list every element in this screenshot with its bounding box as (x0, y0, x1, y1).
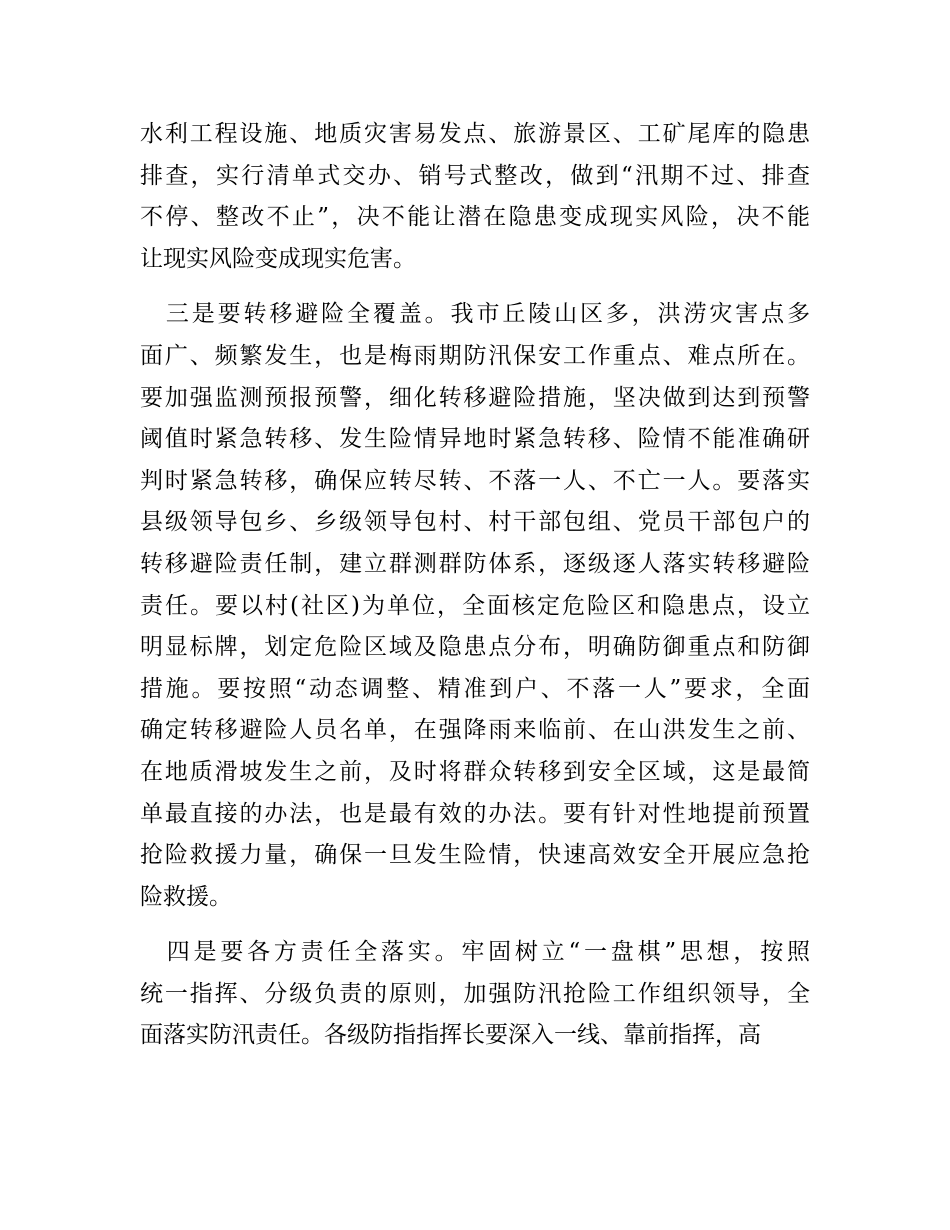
paragraph-line: 明显标牌，划定危险区域及隐患点分布，明确防御重点和防御 (140, 634, 810, 661)
paragraph-line: 险救援。 (140, 883, 232, 910)
paragraph-line: 要加强监测预报预警，细化转移避险措施，坚决做到达到预警 (140, 384, 810, 411)
paragraph-line: 三是要转移避险全覆盖。我市丘陵山区多，洪涝灾害点多 (140, 301, 810, 328)
paragraph-line: 水利工程设施、地质灾害易发点、旅游景区、工矿尾库的隐患 (140, 121, 810, 147)
document-body (140, 114, 810, 1071)
paragraph-line: 在地质滑坡发生之前，及时将群众转移到安全区域，这是最简 (140, 758, 810, 785)
paragraph (140, 932, 810, 1057)
paragraph-line: 转移避险责任制，建立群测群防体系，逐级逐人落实转移避险 (140, 550, 810, 577)
paragraph-line: 不停、整改不止”，决不能让潜在隐患变成现实风险，决不能 (140, 204, 810, 231)
paragraph-line: 面广、频繁发生，也是梅雨期防汛保安工作重点、难点所在。 (140, 342, 810, 369)
paragraph-line: 单最直接的办法，也是最有效的办法。要有针对性地提前预置 (140, 800, 810, 827)
paragraph (140, 294, 810, 918)
paragraph-line: 判时紧急转移，确保应转尽转、不落一人、不亡一人。要落实 (140, 467, 810, 494)
paragraph-line: 抢险救援力量，确保一旦发生险情，快速高效安全开展应急抢 (140, 842, 810, 869)
paragraph-line: 让现实风险变成现实危害。 (140, 245, 416, 272)
paragraph-line: 统一指挥、分级负责的原则，加强防汛抢险工作组织领导，全 (140, 980, 810, 1007)
paragraph-line: 县级领导包乡、乡级领导包村、村干部包组、党员干部包户的 (140, 509, 810, 536)
paragraph-line: 确定转移避险人员名单，在强降雨来临前、在山洪发生之前、 (140, 717, 810, 744)
paragraph-line: 责任。要以村(社区)为单位，全面核定危险区和隐患点，设立 (140, 592, 810, 619)
paragraph (140, 114, 810, 280)
paragraph-line: 面落实防汛责任。各级防指指挥长要深入一线、靠前指挥，高 (140, 1022, 761, 1049)
paragraph-line: 措施。要按照“动态调整、精准到户、不落一人”要求，全面 (140, 675, 810, 702)
paragraph-line: 四是要各方责任全落实。牢固树立“一盘棋”思想，按照 (140, 939, 810, 966)
paragraph-line: 阈值时紧急转移、发生险情异地时紧急转移、险情不能准确研 (140, 426, 810, 453)
paragraph-line: 排查，实行清单式交办、销号式整改，做到“汛期不过、排查 (140, 162, 810, 189)
